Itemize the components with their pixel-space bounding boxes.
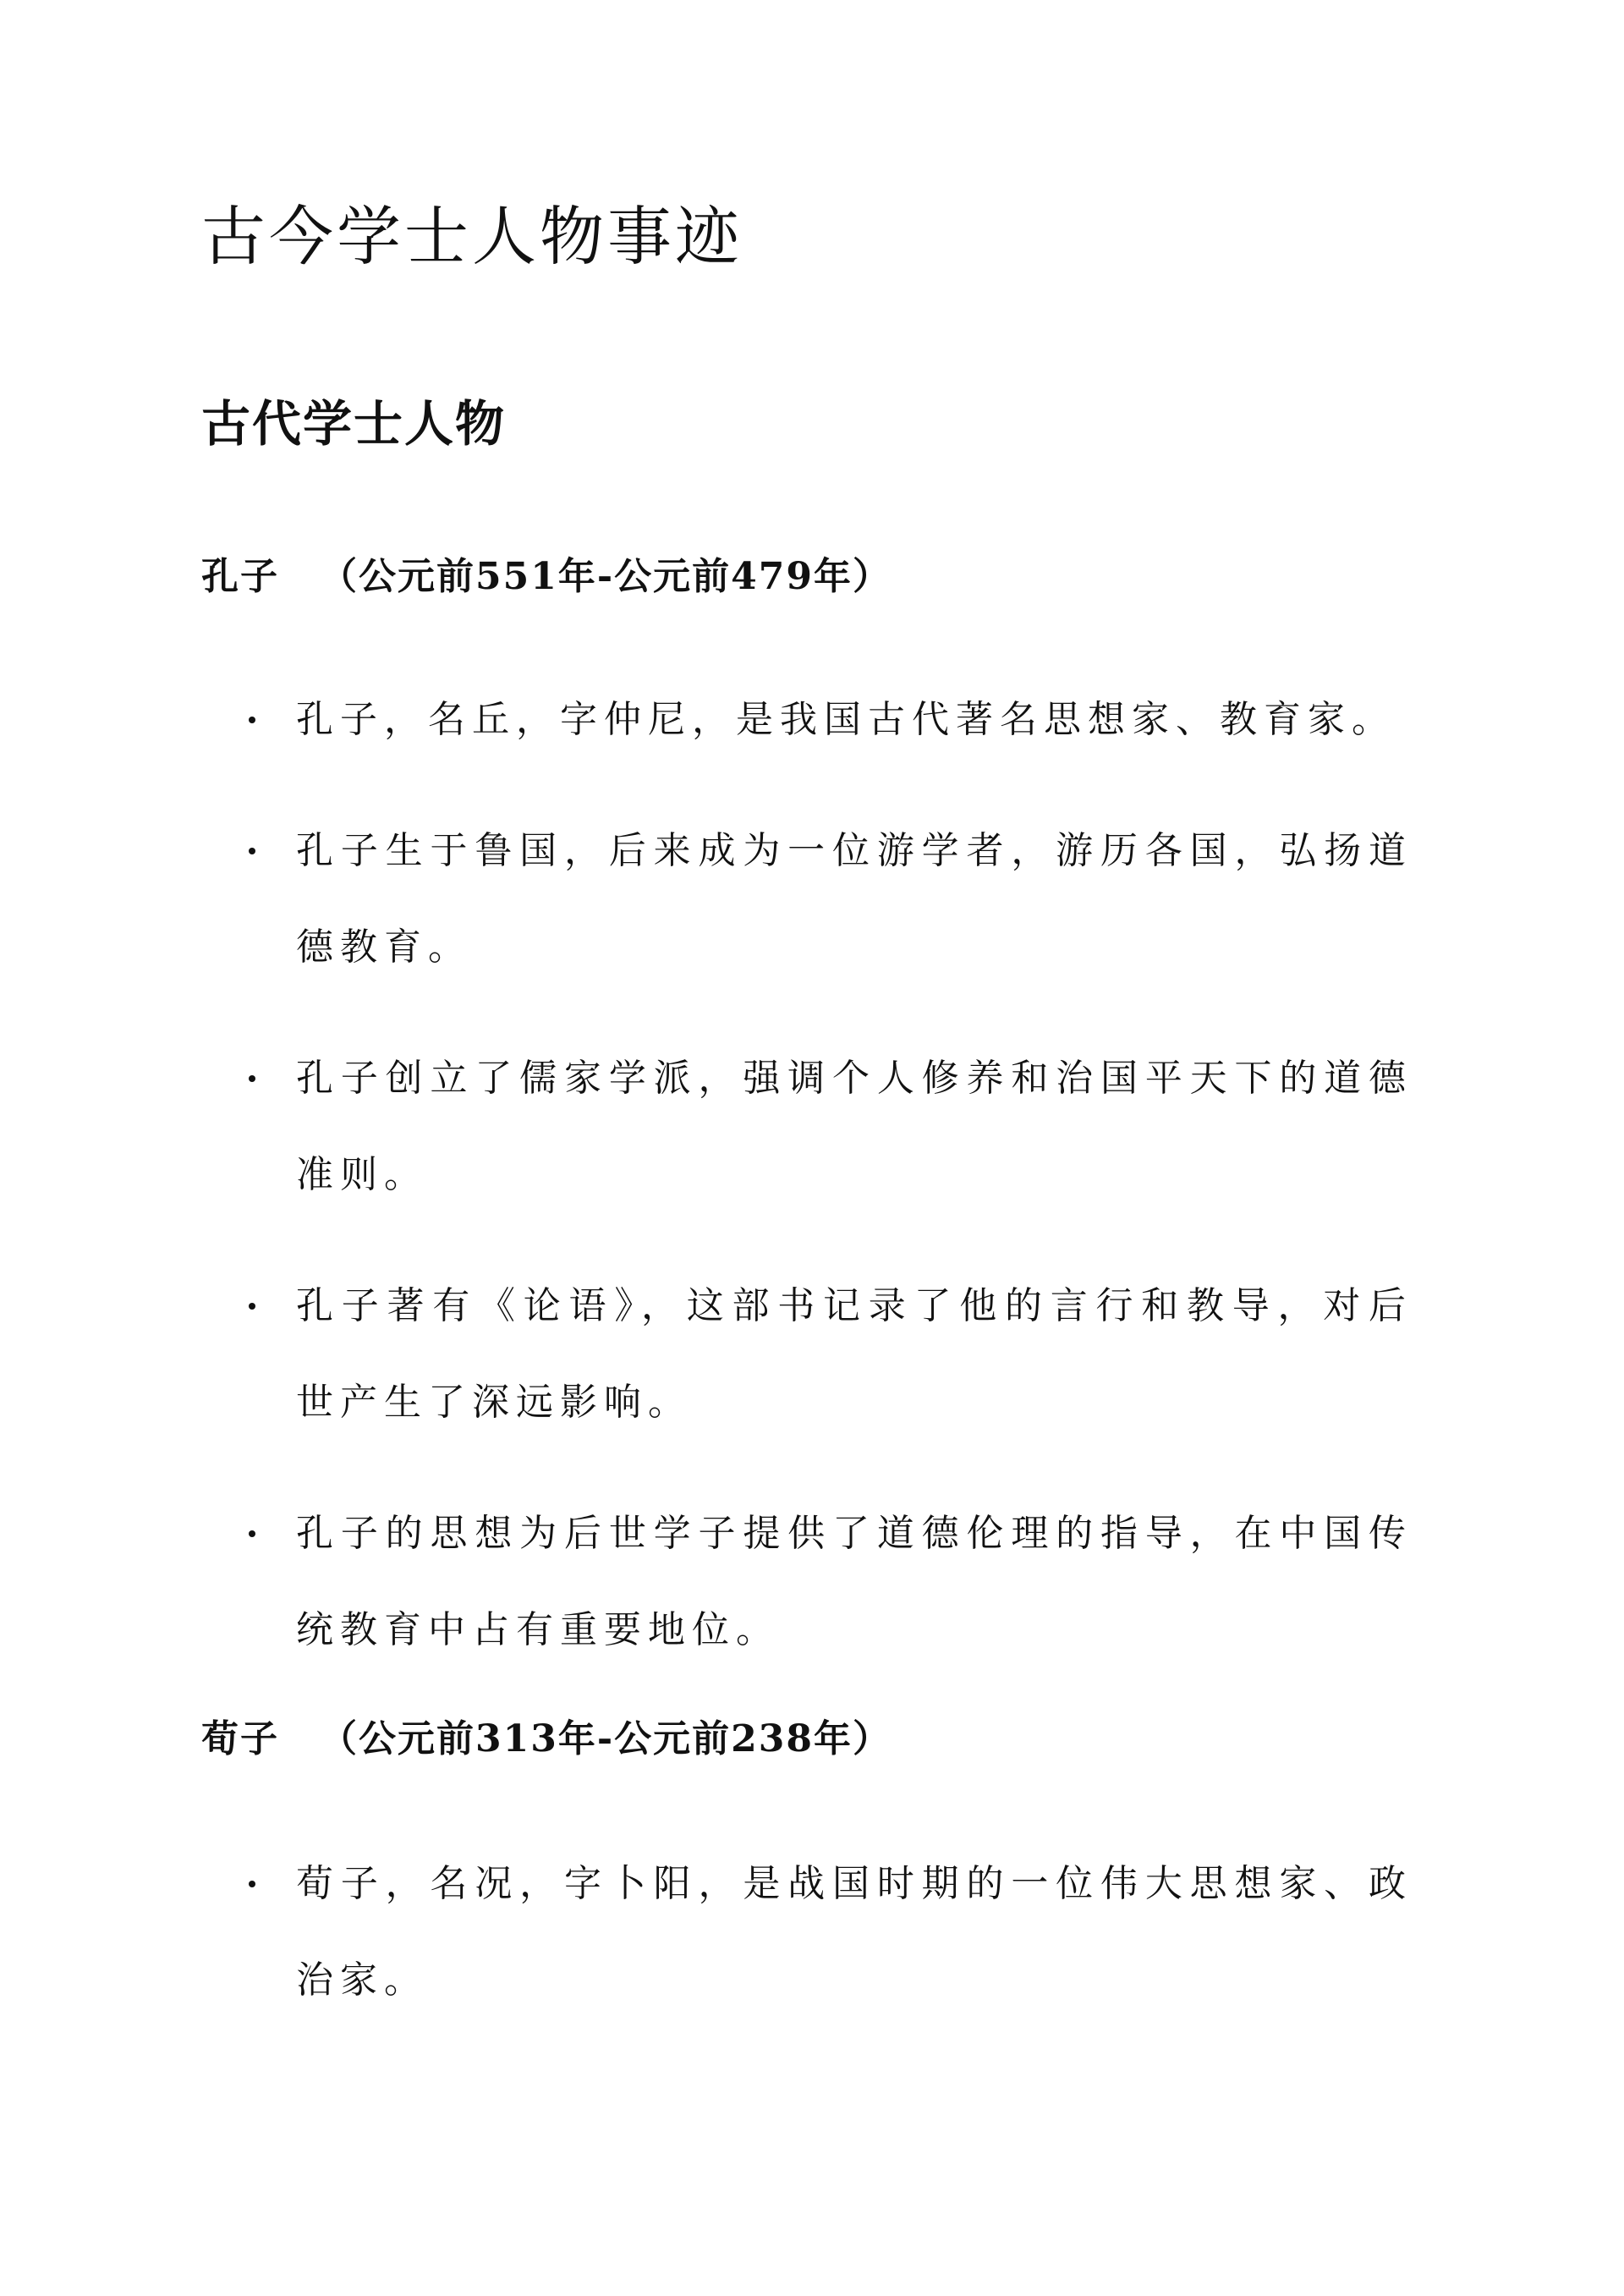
person-heading-kongzi	[201, 557, 892, 597]
bullet-item: 孔子的思想为后世学子提供了道德伦理的指导，在中国传统教育中占有重要地位。	[245, 1486, 1413, 1678]
section-heading-ancient-scholars: 古代学士人物	[201, 395, 507, 453]
bullet-item: 荀子，名况，字卜阳，是战国时期的一位伟大思想家、政治家。	[245, 1836, 1413, 2029]
document-title: 古今学士人物事迹	[201, 199, 743, 274]
person-name: 荀子	[201, 1717, 279, 1760]
person-heading-xunzi	[201, 1719, 892, 1760]
person-name: 孔子	[201, 555, 279, 598]
xunzi-bullet-list	[245, 1836, 1413, 2029]
bullet-item: 孔子著有《论语》，这部书记录了他的言行和教导，对后世产生了深远影响。	[245, 1258, 1413, 1451]
person-dates: （公元前551年-公元前479年）	[320, 555, 892, 598]
person-dates: （公元前313年-公元前238年）	[320, 1717, 892, 1760]
bullet-item: 孔子创立了儒家学派，强调个人修养和治国平天下的道德准则。	[245, 1030, 1413, 1223]
kongzi-bullet-list	[245, 672, 1413, 1678]
bullet-item: 孔子，名丘，字仲尼，是我国古代著名思想家、教育家。	[245, 672, 1413, 768]
bullet-item: 孔子生于鲁国，后来成为一位游学者，游历各国，弘扬道德教育。	[245, 803, 1413, 996]
